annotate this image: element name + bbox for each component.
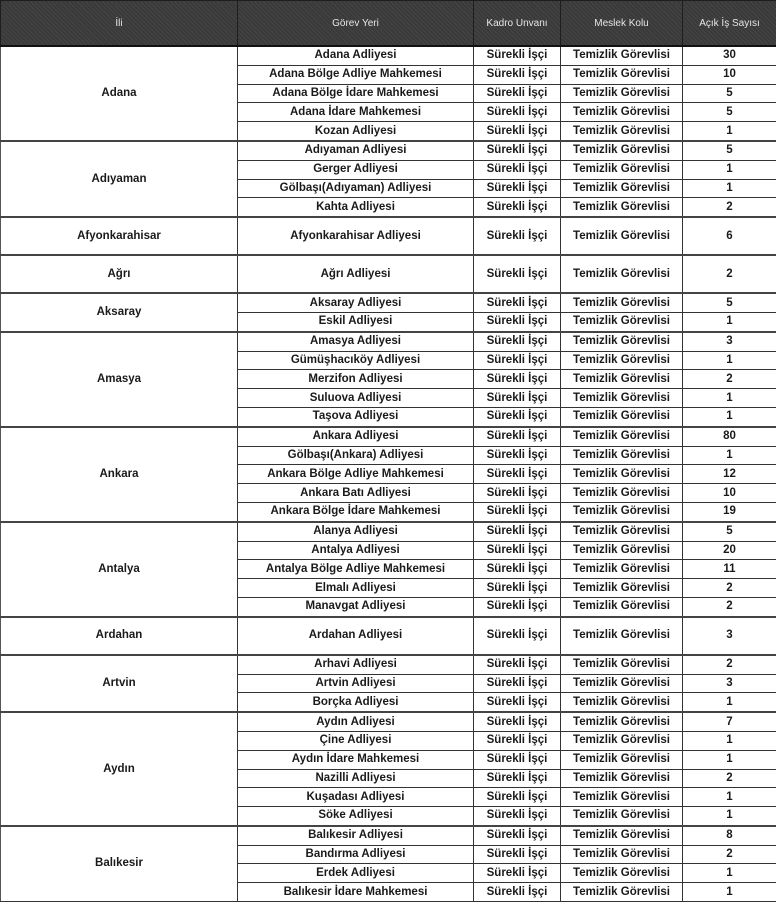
workplace-cell: Bandırma Adliyesi: [238, 845, 474, 864]
position-title-cell: Sürekli İşçi: [474, 179, 561, 198]
position-title-cell: Sürekli İşçi: [474, 883, 561, 902]
workplace-cell: Adana Bölge Adliye Mahkemesi: [238, 65, 474, 84]
position-title-cell: Sürekli İşçi: [474, 427, 561, 446]
occupation-cell: Temizlik Görevlisi: [561, 332, 683, 351]
vacancy-count-cell: 10: [683, 484, 776, 503]
position-title-cell: Sürekli İşçi: [474, 122, 561, 141]
vacancy-count-cell: 8: [683, 826, 776, 845]
occupation-cell: Temizlik Görevlisi: [561, 864, 683, 883]
province-cell: Ardahan: [1, 617, 238, 655]
position-title-cell: Sürekli İşçi: [474, 522, 561, 541]
occupation-cell: Temizlik Görevlisi: [561, 807, 683, 826]
occupation-cell: Temizlik Görevlisi: [561, 160, 683, 179]
province-cell: Artvin: [1, 655, 238, 712]
table-row: [1, 46, 776, 65]
vacancy-count-cell: 20: [683, 541, 776, 560]
workplace-cell: Söke Adliyesi: [238, 807, 474, 826]
workplace-cell: Balıkesir Adliyesi: [238, 826, 474, 845]
workplace-cell: Eskil Adliyesi: [238, 312, 474, 331]
vacancy-count-cell: 1: [683, 750, 776, 769]
province-cell: Ankara: [1, 427, 238, 522]
workplace-cell: Kahta Adliyesi: [238, 198, 474, 217]
position-title-cell: Sürekli İşçi: [474, 655, 561, 674]
workplace-cell: Gölbaşı(Ankara) Adliyesi: [238, 446, 474, 465]
workplace-cell: Aksaray Adliyesi: [238, 293, 474, 312]
header-gorev-yeri: Görev Yeri: [238, 1, 474, 47]
vacancy-count-cell: 3: [683, 674, 776, 693]
occupation-cell: Temizlik Görevlisi: [561, 731, 683, 750]
table-body: [1, 46, 776, 902]
table-row: [1, 712, 776, 731]
vacancy-count-cell: 1: [683, 389, 776, 408]
workplace-cell: Arhavi Adliyesi: [238, 655, 474, 674]
occupation-cell: Temizlik Görevlisi: [561, 255, 683, 293]
workplace-cell: Ankara Adliyesi: [238, 427, 474, 446]
vacancy-count-cell: 80: [683, 427, 776, 446]
vacancy-count-cell: 11: [683, 560, 776, 579]
vacancy-count-cell: 1: [683, 312, 776, 331]
occupation-cell: Temizlik Görevlisi: [561, 560, 683, 579]
occupation-cell: Temizlik Görevlisi: [561, 46, 683, 65]
position-title-cell: Sürekli İşçi: [474, 332, 561, 351]
occupation-cell: Temizlik Görevlisi: [561, 446, 683, 465]
workplace-cell: Afyonkarahisar Adliyesi: [238, 217, 474, 255]
province-cell: Adana: [1, 46, 238, 141]
occupation-cell: Temizlik Görevlisi: [561, 484, 683, 503]
occupation-cell: Temizlik Görevlisi: [561, 351, 683, 370]
workplace-cell: Aydın Adliyesi: [238, 712, 474, 731]
vacancy-count-cell: 5: [683, 141, 776, 160]
workplace-cell: Nazilli Adliyesi: [238, 769, 474, 788]
position-title-cell: Sürekli İşçi: [474, 579, 561, 598]
position-title-cell: Sürekli İşçi: [474, 502, 561, 521]
occupation-cell: Temizlik Görevlisi: [561, 788, 683, 807]
workplace-cell: Borçka Adliyesi: [238, 693, 474, 712]
vacancy-count-cell: 1: [683, 788, 776, 807]
vacancy-count-cell: 5: [683, 522, 776, 541]
vacancy-count-cell: 19: [683, 502, 776, 521]
header-kadro-unvani: Kadro Unvanı: [474, 1, 561, 47]
position-title-cell: Sürekli İşçi: [474, 407, 561, 426]
province-cell: Balıkesir: [1, 826, 238, 902]
position-title-cell: Sürekli İşçi: [474, 617, 561, 655]
workplace-cell: Adana İdare Mahkemesi: [238, 103, 474, 122]
workplace-cell: Adıyaman Adliyesi: [238, 141, 474, 160]
position-title-cell: Sürekli İşçi: [474, 560, 561, 579]
position-title-cell: Sürekli İşçi: [474, 864, 561, 883]
occupation-cell: Temizlik Görevlisi: [561, 750, 683, 769]
occupation-cell: Temizlik Görevlisi: [561, 370, 683, 389]
table-row: [1, 255, 776, 293]
position-title-cell: Sürekli İşçi: [474, 826, 561, 845]
province-cell: Antalya: [1, 522, 238, 617]
occupation-cell: Temizlik Görevlisi: [561, 293, 683, 312]
position-title-cell: Sürekli İşçi: [474, 788, 561, 807]
occupation-cell: Temizlik Görevlisi: [561, 579, 683, 598]
vacancy-count-cell: 1: [683, 407, 776, 426]
position-title-cell: Sürekli İşçi: [474, 465, 561, 484]
table-row: [1, 332, 776, 351]
header-il: İli: [1, 1, 238, 47]
position-title-cell: Sürekli İşçi: [474, 597, 561, 616]
province-cell: Ağrı: [1, 255, 238, 293]
vacancy-count-cell: 2: [683, 255, 776, 293]
province-cell: Afyonkarahisar: [1, 217, 238, 255]
workplace-cell: Ankara Bölge İdare Mahkemesi: [238, 502, 474, 521]
vacancy-count-cell: 3: [683, 617, 776, 655]
workplace-cell: Adana Adliyesi: [238, 46, 474, 65]
workplace-cell: Merzifon Adliyesi: [238, 370, 474, 389]
vacancy-count-cell: 3: [683, 332, 776, 351]
position-title-cell: Sürekli İşçi: [474, 674, 561, 693]
occupation-cell: Temizlik Görevlisi: [561, 179, 683, 198]
position-title-cell: Sürekli İşçi: [474, 46, 561, 65]
workplace-cell: Elmalı Adliyesi: [238, 579, 474, 598]
position-title-cell: Sürekli İşçi: [474, 769, 561, 788]
position-title-cell: Sürekli İşçi: [474, 389, 561, 408]
position-title-cell: Sürekli İşçi: [474, 217, 561, 255]
vacancy-count-cell: 5: [683, 84, 776, 103]
vacancy-count-cell: 1: [683, 731, 776, 750]
workplace-cell: Taşova Adliyesi: [238, 407, 474, 426]
province-cell: Aksaray: [1, 293, 238, 332]
position-title-cell: Sürekli İşçi: [474, 141, 561, 160]
occupation-cell: Temizlik Görevlisi: [561, 465, 683, 484]
position-title-cell: Sürekli İşçi: [474, 541, 561, 560]
occupation-cell: Temizlik Görevlisi: [561, 427, 683, 446]
occupation-cell: Temizlik Görevlisi: [561, 122, 683, 141]
occupation-cell: Temizlik Görevlisi: [561, 617, 683, 655]
position-title-cell: Sürekli İşçi: [474, 693, 561, 712]
table-row: [1, 826, 776, 845]
vacancy-count-cell: 2: [683, 579, 776, 598]
table-row: [1, 427, 776, 446]
workplace-cell: Gölbaşı(Adıyaman) Adliyesi: [238, 179, 474, 198]
position-title-cell: Sürekli İşçi: [474, 750, 561, 769]
occupation-cell: Temizlik Görevlisi: [561, 407, 683, 426]
table-row: [1, 293, 776, 312]
position-title-cell: Sürekli İşçi: [474, 293, 561, 312]
occupation-cell: Temizlik Görevlisi: [561, 389, 683, 408]
workplace-cell: Amasya Adliyesi: [238, 332, 474, 351]
workplace-cell: Ankara Batı Adliyesi: [238, 484, 474, 503]
workplace-cell: Gerger Adliyesi: [238, 160, 474, 179]
workplace-cell: Alanya Adliyesi: [238, 522, 474, 541]
workplace-cell: Erdek Adliyesi: [238, 864, 474, 883]
vacancy-count-cell: 7: [683, 712, 776, 731]
table-row: [1, 141, 776, 160]
vacancy-count-cell: 2: [683, 655, 776, 674]
workplace-cell: Aydın İdare Mahkemesi: [238, 750, 474, 769]
workplace-cell: Antalya Bölge Adliye Mahkemesi: [238, 560, 474, 579]
position-title-cell: Sürekli İşçi: [474, 807, 561, 826]
workplace-cell: Kuşadası Adliyesi: [238, 788, 474, 807]
vacancy-count-cell: 2: [683, 198, 776, 217]
workplace-cell: Antalya Adliyesi: [238, 541, 474, 560]
header-acik-is-sayisi: Açık İş Sayısı: [683, 1, 776, 47]
table-row: [1, 617, 776, 655]
workplace-cell: Suluova Adliyesi: [238, 389, 474, 408]
position-title-cell: Sürekli İşçi: [474, 65, 561, 84]
occupation-cell: Temizlik Görevlisi: [561, 826, 683, 845]
vacancy-count-cell: 1: [683, 160, 776, 179]
workplace-cell: Kozan Adliyesi: [238, 122, 474, 141]
position-title-cell: Sürekli İşçi: [474, 84, 561, 103]
vacancy-count-cell: 1: [683, 446, 776, 465]
occupation-cell: Temizlik Görevlisi: [561, 693, 683, 712]
table-row: [1, 522, 776, 541]
province-cell: Aydın: [1, 712, 238, 826]
vacancy-count-cell: 10: [683, 65, 776, 84]
vacancy-count-cell: 2: [683, 845, 776, 864]
vacancy-count-cell: 2: [683, 370, 776, 389]
occupation-cell: Temizlik Görevlisi: [561, 198, 683, 217]
occupation-cell: Temizlik Görevlisi: [561, 883, 683, 902]
occupation-cell: Temizlik Görevlisi: [561, 312, 683, 331]
position-title-cell: Sürekli İşçi: [474, 845, 561, 864]
position-title-cell: Sürekli İşçi: [474, 351, 561, 370]
table-header: [1, 1, 776, 47]
workplace-cell: Ardahan Adliyesi: [238, 617, 474, 655]
workplace-cell: Ağrı Adliyesi: [238, 255, 474, 293]
occupation-cell: Temizlik Görevlisi: [561, 103, 683, 122]
vacancy-count-cell: 2: [683, 597, 776, 616]
occupation-cell: Temizlik Görevlisi: [561, 845, 683, 864]
workplace-cell: Balıkesir İdare Mahkemesi: [238, 883, 474, 902]
vacancy-count-cell: 1: [683, 864, 776, 883]
occupation-cell: Temizlik Görevlisi: [561, 502, 683, 521]
vacancy-count-cell: 5: [683, 103, 776, 122]
table-row: [1, 655, 776, 674]
workplace-cell: Adana Bölge İdare Mahkemesi: [238, 84, 474, 103]
vacancy-count-cell: 1: [683, 179, 776, 198]
occupation-cell: Temizlik Görevlisi: [561, 712, 683, 731]
occupation-cell: Temizlik Görevlisi: [561, 655, 683, 674]
vacancy-count-cell: 5: [683, 293, 776, 312]
position-title-cell: Sürekli İşçi: [474, 446, 561, 465]
position-title-cell: Sürekli İşçi: [474, 103, 561, 122]
position-title-cell: Sürekli İşçi: [474, 731, 561, 750]
workplace-cell: Manavgat Adliyesi: [238, 597, 474, 616]
table-row: [1, 217, 776, 255]
vacancy-count-cell: 1: [683, 122, 776, 141]
occupation-cell: Temizlik Görevlisi: [561, 141, 683, 160]
occupation-cell: Temizlik Görevlisi: [561, 84, 683, 103]
vacancy-count-cell: 1: [683, 351, 776, 370]
vacancy-count-cell: 6: [683, 217, 776, 255]
workplace-cell: Gümüşhacıköy Adliyesi: [238, 351, 474, 370]
position-title-cell: Sürekli İşçi: [474, 484, 561, 503]
occupation-cell: Temizlik Görevlisi: [561, 217, 683, 255]
vacancy-count-cell: 1: [683, 693, 776, 712]
occupation-cell: Temizlik Görevlisi: [561, 597, 683, 616]
position-title-cell: Sürekli İşçi: [474, 255, 561, 293]
vacancy-count-cell: 1: [683, 807, 776, 826]
position-title-cell: Sürekli İşçi: [474, 198, 561, 217]
occupation-cell: Temizlik Görevlisi: [561, 674, 683, 693]
header-meslek-kolu: Meslek Kolu: [561, 1, 683, 47]
occupation-cell: Temizlik Görevlisi: [561, 65, 683, 84]
occupation-cell: Temizlik Görevlisi: [561, 541, 683, 560]
workplace-cell: Artvin Adliyesi: [238, 674, 474, 693]
position-title-cell: Sürekli İşçi: [474, 370, 561, 389]
workplace-cell: Çine Adliyesi: [238, 731, 474, 750]
occupation-cell: Temizlik Görevlisi: [561, 522, 683, 541]
vacancy-count-cell: 30: [683, 46, 776, 65]
vacancy-count-cell: 12: [683, 465, 776, 484]
position-title-cell: Sürekli İşçi: [474, 160, 561, 179]
position-title-cell: Sürekli İşçi: [474, 712, 561, 731]
vacancy-count-cell: 2: [683, 769, 776, 788]
province-cell: Amasya: [1, 332, 238, 427]
province-cell: Adıyaman: [1, 141, 238, 217]
workplace-cell: Ankara Bölge Adliye Mahkemesi: [238, 465, 474, 484]
position-title-cell: Sürekli İşçi: [474, 312, 561, 331]
vacancy-count-cell: 1: [683, 883, 776, 902]
occupation-cell: Temizlik Görevlisi: [561, 769, 683, 788]
